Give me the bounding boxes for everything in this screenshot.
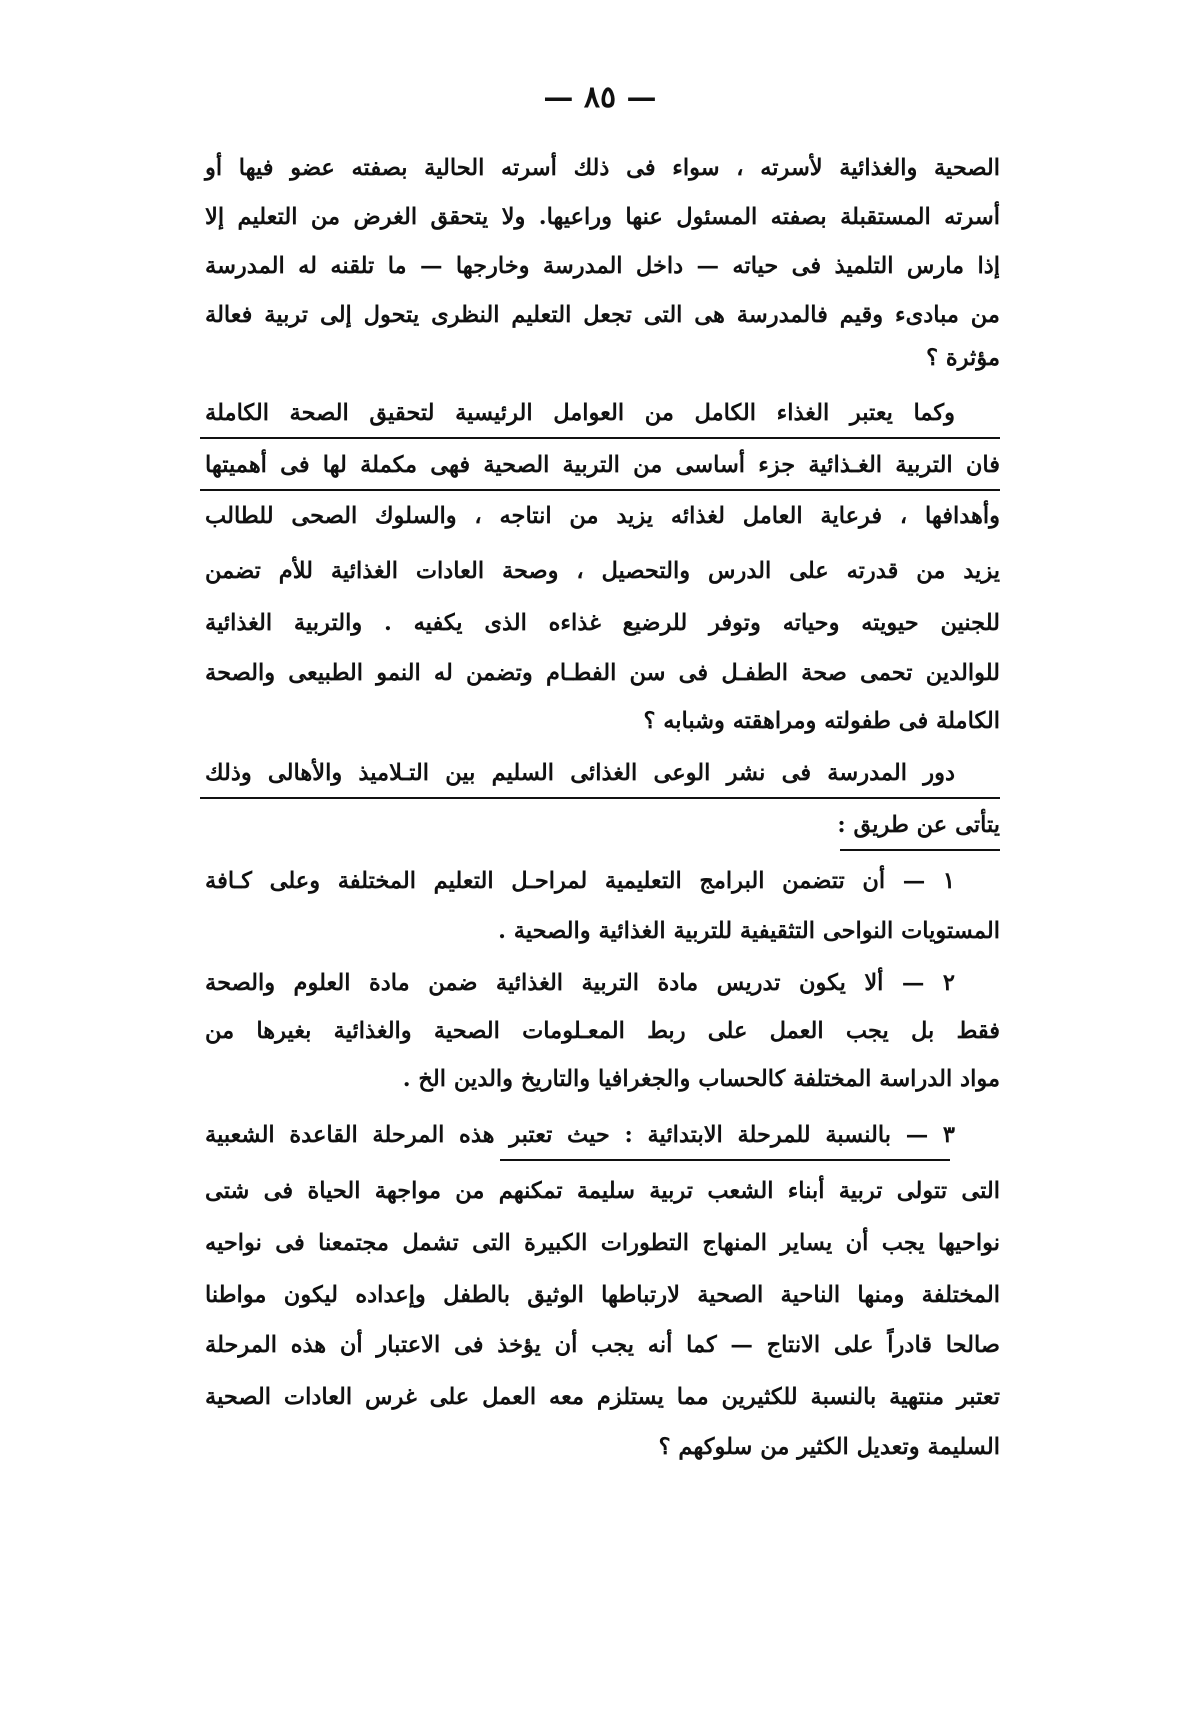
text-line: السليمة وتعديل الكثير من سلوكهم ؟ [658,1434,1000,1460]
text-line: فقط بل يجب العمل على ربط المعـلومات الصحية والغذائية بغيرها من [205,1018,1000,1044]
text-line: أسرته المستقبلة بصفته المسئول عنها وراعيها. ولا يتحقق الغرض من التعليم إلا [205,204,1000,230]
body-text [205,0,1000,1723]
text-line: الصحية والغذائية لأسرته ، سواء فى ذلك أسرته الحالية بصفته عضو فيها أو [205,155,1000,181]
text-line: إذا مارس التلميذ فى حياته — داخل المدرسة وخارجها — ما تلقنه له المدرسة [205,253,1000,279]
underline-rule [200,489,1000,491]
text-line: للوالدين تحمى صحة الطفـل فى سن الفطـام وتضمن له النمو الطبيعى والصحة [205,660,1000,686]
text-line: للجنين حيويته وحياته وتوفر للرضيع غذاءه الذى يكفيه . والتربية الغذائية [205,610,1000,636]
text-line: يتأتى عن طريق : [837,812,1000,838]
text-line: صالحا قادراً على الانتاج — كما أنه يجب أن يؤخذ فى الاعتبار أن هذه المرحلة [205,1332,1000,1358]
underline-rule [500,1159,950,1161]
underline-rule [200,797,1000,799]
text-line: نواحيها يجب أن يساير المنهاج التطورات الكبيرة التى تشمل مجتمعنا فى نواحيه [205,1230,1000,1256]
text-line: المختلفة ومنها الناحية الصحية لارتباطها الوثيق بالطفل وإعداده ليكون مواطنا [205,1282,1000,1308]
text-line: التى تتولى تربية أبناء الشعب تربية سليمة تمكنهم من مواجهة الحياة فى شتى [205,1178,1000,1204]
text-line: وأهدافها ، فرعاية العامل لغذائه يزيد من انتاجه ، والسلوك الصحى للطالب [205,503,1000,529]
underline-rule [840,849,1000,851]
text-line: فان التربية الغـذائية جزء أساسى من التربية الصحية فهى مكملة لها فى أهميتها [205,452,1000,478]
page-number: — ٨٥ — [543,80,657,115]
text-line: المستويات النواحى التثقيفية للتربية الغذائية والصحية . [498,918,1000,944]
text-line: تعتبر منتهية بالنسبة للكثيرين مما يستلزم معه العمل على غرس العادات الصحية [205,1384,1000,1410]
text-line: يزيد من قدرته على الدرس والتحصيل ، وصحة العادات الغذائية للأم تضمن [205,558,1000,584]
text-line: ٣ — بالنسبة للمرحلة الابتدائية : حيث تعتبر هذه المرحلة القاعدة الشعبية [205,1122,955,1148]
text-line: وكما يعتبر الغذاء الكامل من العوامل الرئيسية لتحقيق الصحة الكاملة [205,400,955,426]
underline-rule [200,437,1000,439]
text-line: دور المدرسة فى نشر الوعى الغذائى السليم بين التـلاميذ والأهالى وذلك [205,760,955,786]
text-line: مواد الدراسة المختلفة كالحساب والجغرافيا والتاريخ والدين الخ . [402,1066,1000,1092]
text-line: الكاملة فى طفولته ومراهقته وشبابه ؟ [643,708,1000,734]
text-line: من مبادىء وقيم فالمدرسة هى التى تجعل التعليم النظرى يتحول إلى تربية فعالة [205,302,1000,328]
text-line: مؤثرة ؟ [926,345,1000,371]
text-line: ٢ — ألا يكون تدريس مادة التربية الغذائية ضمن مادة العلوم والصحة [205,970,955,996]
text-line: ١ — أن تتضمن البرامج التعليمية لمراحـل التعليم المختلفة وعلى كـافة [205,868,955,894]
